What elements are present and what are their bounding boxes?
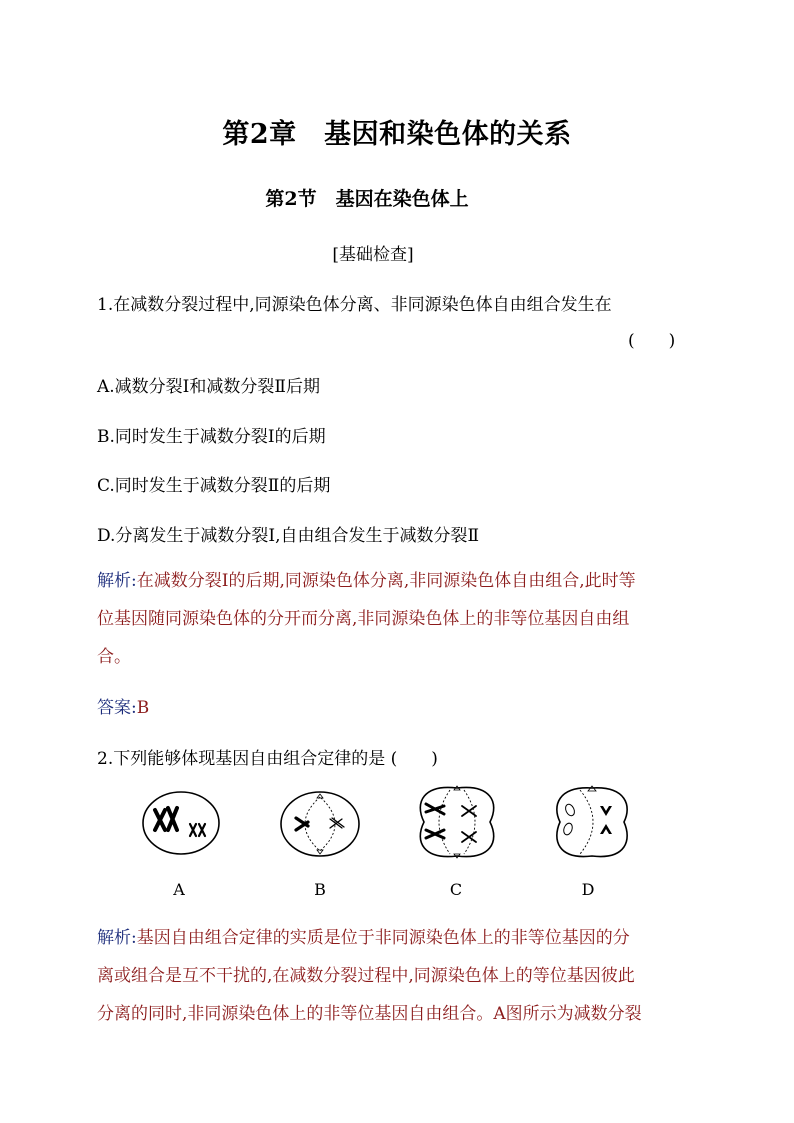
question-1-stem: 1.在减数分裂过程中,同源染色体分离、非同源染色体自由组合发生在 [97,295,612,315]
question-1-answer [97,693,149,718]
figure-label-d: D [581,880,595,899]
question-2-stem: 2.下列能够体现基因自由组合定律的是 ( ) [97,749,438,769]
explanation-line: 基因自由组合定律的实质是位于非同源染色体上的非等位基因的分 [136,928,630,948]
question-2-explanation [97,919,642,1033]
explanation-line: 位基因随同源染色体的分开而分离,非同源染色体上的非等位基因自由组 [97,609,630,629]
figure-label-a: A [173,880,185,899]
question-1-answer-blank: ( ) [628,331,676,351]
answer-value: B [136,698,150,718]
subheading: [基础检查] [332,245,414,265]
cell-diagram-d [550,782,634,862]
section-title: 第2节 基因在染色体上 [265,188,469,210]
question-1-explanation [97,562,636,676]
question-1-option-a: A.减数分裂Ⅰ和减数分裂Ⅱ后期 [97,377,320,397]
question-1-option-d: D.分离发生于减数分裂Ⅰ,自由组合发生于减数分裂Ⅱ [97,526,480,546]
explanation-line: 合。 [97,647,131,667]
question-1-option-b: B.同时发生于减数分裂Ⅰ的后期 [97,427,326,447]
figure-label-b: B [314,880,326,899]
cell-diagram-c [414,782,500,862]
explanation-line: 在减数分裂Ⅰ的后期,同源染色体分离,非同源染色体自由组合,此时等 [136,571,636,591]
explanation-label: 解析: [97,571,137,591]
answer-label: 答案: [97,698,137,718]
explanation-line: 分离的同时,非同源染色体上的非等位基因自由组合。A图所示为减数分裂 [97,1004,642,1024]
cell-diagram-b [278,788,362,860]
chapter-title: 第2章 基因和染色体的关系 [222,119,572,150]
explanation-line: 离或组合是互不干扰的,在减数分裂过程中,同源染色体上的等位基因彼此 [97,966,635,986]
question-1-option-c: C.同时发生于减数分裂Ⅱ的后期 [97,476,331,496]
figure-label-c: C [449,880,463,899]
cell-diagram-a [140,788,222,858]
explanation-label: 解析: [97,928,137,948]
